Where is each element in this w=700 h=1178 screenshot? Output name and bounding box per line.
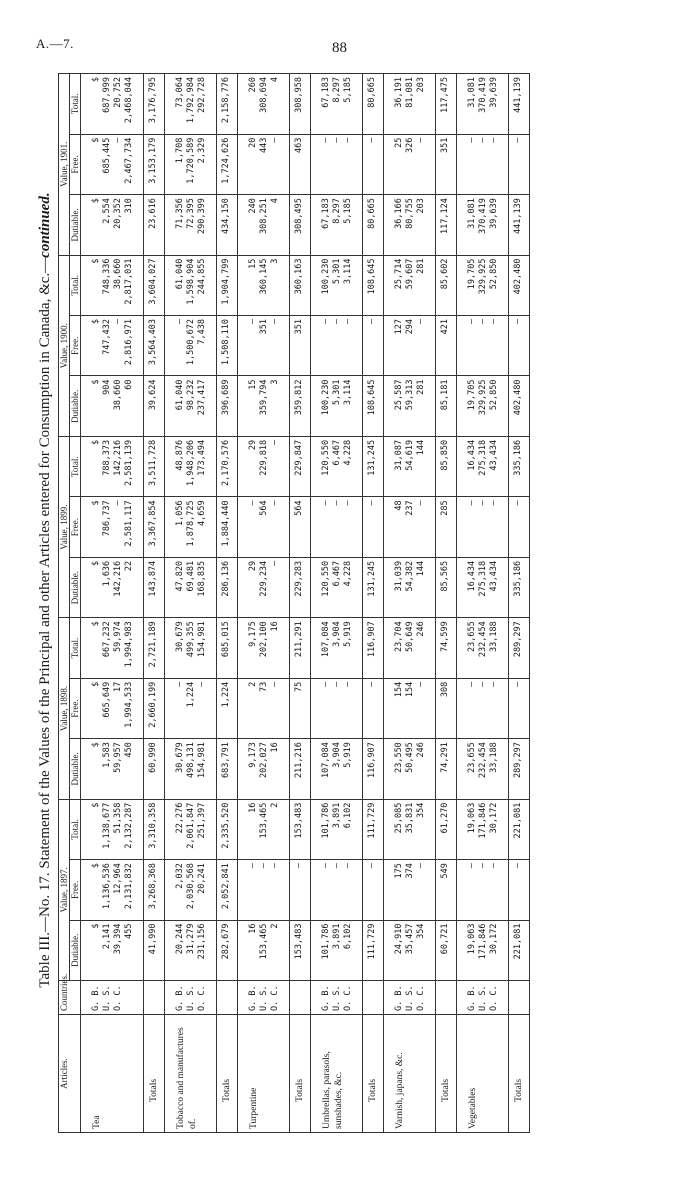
total-value-cell: 3,268,368 [144, 860, 165, 920]
value-cell: — — — [311, 134, 363, 194]
subheader-free: Free. [70, 860, 81, 920]
subheader-dutiable: Dutiable. [70, 376, 81, 436]
value-cell: — 564 — [238, 497, 290, 557]
articles-header: Articles. [59, 1015, 81, 1133]
article-name: Varnish, japans, &c. [384, 1015, 436, 1133]
total-value-cell: 308,495 [290, 195, 311, 255]
value-cell: 260 308,694 4 [238, 74, 290, 135]
value-cell: 61,040 1,598,904 244,855 [165, 255, 217, 315]
value-cell: 23,550 50,495 246 [384, 739, 436, 799]
value-cell: 19,063 171,846 30,172 [457, 799, 509, 859]
statement-table-wrapper [58, 73, 658, 1133]
value-cell: — 1,224 — [165, 678, 217, 738]
value-cell: 100,230 5,301 3,114 [311, 255, 363, 315]
article-name: Vegetables [457, 1015, 509, 1133]
caption-main: Table III.—No. 17. Statement of the Values of the Principal and other Articles entered for Consumption in Canada, &c.— [37, 257, 53, 988]
document-reference: A.—7. [36, 36, 74, 51]
subheader-dutiable: Dutiable. [70, 195, 81, 255]
table-caption-wrapper [33, 50, 57, 1130]
total-value-cell: — [363, 860, 384, 920]
subheader-free: Free. [70, 497, 81, 557]
total-value-cell: 421 [436, 316, 457, 376]
value-cell: — — — [457, 134, 509, 194]
value-cell: 101,786 3,891 6,102 [311, 920, 363, 980]
value-cell: $ 1,136,536 12,964 2,131,832 [81, 860, 144, 920]
subheader-total: Total. [70, 436, 81, 496]
value-cell: 30,679 498,131 154,981 [165, 739, 217, 799]
total-value-cell: 2,721,189 [144, 618, 165, 678]
value-cell: 175 374 — [384, 860, 436, 920]
totals-country-blank [144, 981, 165, 1015]
article-row [457, 74, 509, 1133]
total-value-cell: 111,729 [363, 920, 384, 980]
totals-label: Totals [436, 1015, 457, 1133]
total-value-cell: 335,186 [509, 436, 530, 496]
value-cell: 31,039 54,382 144 [384, 557, 436, 617]
total-value-cell: 1,224 [217, 678, 238, 738]
table-body [81, 74, 530, 1133]
total-value-cell: 3,367,854 [144, 497, 165, 557]
article-row [238, 74, 290, 1133]
total-value-cell: 74,291 [436, 739, 457, 799]
value-cell: 16 153,465 2 [238, 799, 290, 859]
subheader-free: Free. [70, 316, 81, 376]
value-cell: 25,587 59,313 281 [384, 376, 436, 436]
article-name: Umbrellas, parasols, sunshades, &c. [311, 1015, 363, 1133]
year-header-1899: Value, 1899. [59, 436, 70, 617]
year-header-1901: Value, 1901. [59, 74, 70, 256]
value-cell: 47,820 69,481 168,835 [165, 557, 217, 617]
total-value-cell: 1,724,626 [217, 134, 238, 194]
value-cell: 9,175 202,100 16 [238, 618, 290, 678]
total-value-cell: 564 [290, 497, 311, 557]
value-cell: 29 229,818 — [238, 436, 290, 496]
totals-label: Totals [363, 1015, 384, 1133]
value-cell: 67,183 8,297 5,185 [311, 74, 363, 135]
totals-country-blank [290, 981, 311, 1015]
total-value-cell: 396,689 [217, 376, 238, 436]
value-cell: 20 443 — [238, 134, 290, 194]
countries-cell: G. B. U. S. O. C. [165, 981, 217, 1015]
value-cell: — — — [457, 860, 509, 920]
value-cell: $ 2,554 20,352 310 [81, 195, 144, 255]
total-value-cell: 153,483 [290, 920, 311, 980]
value-cell: 48,876 1,948,206 173,494 [165, 436, 217, 496]
article-row [165, 74, 217, 1133]
value-cell: — — — [311, 316, 363, 376]
total-value-cell: 1,508,110 [217, 316, 238, 376]
caption-continued: continued. [37, 192, 53, 258]
total-value-cell: 2,158,776 [217, 74, 238, 135]
value-cell: $ 1,636 142,216 22 [81, 557, 144, 617]
total-value-cell: 221,081 [509, 920, 530, 980]
total-value-cell: 3,511,728 [144, 436, 165, 496]
totals-row [290, 74, 311, 1133]
total-value-cell: 2,335,520 [217, 799, 238, 859]
value-cell: 16,434 275,318 43,434 [457, 436, 509, 496]
total-value-cell: 23,616 [144, 195, 165, 255]
total-value-cell: 463 [290, 134, 311, 194]
value-cell: 107,084 3,904 5,919 [311, 739, 363, 799]
total-value-cell: 3,176,795 [144, 74, 165, 135]
total-value-cell: 111,729 [363, 799, 384, 859]
total-value-cell: 211,291 [290, 618, 311, 678]
total-value-cell: 3,153,179 [144, 134, 165, 194]
countries-cell: G. B. U. S. O. C. [81, 981, 144, 1015]
value-cell: — 1,500,672 7,438 [165, 316, 217, 376]
value-cell: — 351 — [238, 316, 290, 376]
total-value-cell: 117,124 [436, 195, 457, 255]
value-cell: 24,910 35,457 354 [384, 920, 436, 980]
total-value-cell: — [509, 316, 530, 376]
value-cell: $ 2,141 39,394 455 [81, 920, 144, 980]
statement-table [58, 73, 530, 1133]
value-cell: 36,191 81,081 203 [384, 74, 436, 135]
total-value-cell: 351 [436, 134, 457, 194]
value-cell: $ 904 38,660 60 [81, 376, 144, 436]
totals-row [144, 74, 165, 1133]
value-cell: $ 667,232 59,974 1,994,983 [81, 618, 144, 678]
total-value-cell: 61,270 [436, 799, 457, 859]
value-cell: 71,356 72,395 290,399 [165, 195, 217, 255]
total-value-cell: — [509, 860, 530, 920]
total-value-cell: 289,297 [509, 618, 530, 678]
value-cell: $ 1,138,677 51,358 2,132,287 [81, 799, 144, 859]
total-value-cell: 116,907 [363, 618, 384, 678]
value-cell: 127 294 — [384, 316, 436, 376]
totals-label: Totals [509, 1015, 530, 1133]
total-value-cell: — [363, 678, 384, 738]
countries-cell: G. B. U. S. O. C. [311, 981, 363, 1015]
value-cell: 240 308,251 4 [238, 195, 290, 255]
article-row [81, 74, 144, 1133]
countries-header: Countries. [59, 981, 81, 1015]
value-cell: 120,550 6,467 4,228 [311, 557, 363, 617]
value-cell: 15 359,794 3 [238, 376, 290, 436]
totals-row [217, 74, 238, 1133]
value-cell: 29 229,234 — [238, 557, 290, 617]
total-value-cell: 402,480 [509, 255, 530, 315]
value-cell: 22,276 2,061,847 251,397 [165, 799, 217, 859]
value-cell: 1,056 1,878,725 4,659 [165, 497, 217, 557]
value-cell: 30,679 499,355 154,981 [165, 618, 217, 678]
total-value-cell: 359,812 [290, 376, 311, 436]
total-value-cell: 74,599 [436, 618, 457, 678]
total-value-cell: 229,847 [290, 436, 311, 496]
totals-country-blank [436, 981, 457, 1015]
value-cell: 25,085 35,831 354 [384, 799, 436, 859]
value-cell: $ 748,336 38,660 2,817,031 [81, 255, 144, 315]
totals-country-blank [363, 981, 384, 1015]
total-value-cell: 153,483 [290, 799, 311, 859]
countries-cell: G. B. U. S. O. C. [384, 981, 436, 1015]
subheader-free: Free. [70, 134, 81, 194]
value-cell: 67,183 8,297 5,185 [311, 195, 363, 255]
table-caption [33, 50, 57, 1130]
total-value-cell: 80,665 [363, 195, 384, 255]
value-cell: $ 1,583 59,957 450 [81, 739, 144, 799]
total-value-cell: — [509, 134, 530, 194]
value-cell: 2,032 2,030,568 20,241 [165, 860, 217, 920]
article-row [311, 74, 363, 1133]
totals-row [436, 74, 457, 1133]
value-cell: 23,704 50,649 246 [384, 618, 436, 678]
countries-cell: G. B. U. S. O. C. [457, 981, 509, 1015]
total-value-cell: 1,904,799 [217, 255, 238, 315]
total-value-cell: — [509, 497, 530, 557]
total-value-cell: 75 [290, 678, 311, 738]
total-value-cell: 221,081 [509, 799, 530, 859]
article-name: Tea [81, 1015, 144, 1133]
totals-label: Totals [144, 1015, 165, 1133]
page-number: 88 [332, 40, 347, 56]
subheader-total: Total. [70, 255, 81, 315]
total-value-cell: 85,602 [436, 255, 457, 315]
value-cell: 9,173 202,027 16 [238, 739, 290, 799]
value-cell: 31,081 370,419 39,639 [457, 195, 509, 255]
value-cell: 48 237 — [384, 497, 436, 557]
value-cell: $ 786,737 — 2,581,117 [81, 497, 144, 557]
article-row [384, 74, 436, 1133]
total-value-cell: 85,181 [436, 376, 457, 436]
subheader-free: Free. [70, 678, 81, 738]
value-cell: 31,087 54,619 144 [384, 436, 436, 496]
year-header-1900: Value, 1900. [59, 255, 70, 436]
value-cell: $ 665,649 17 1,994,533 [81, 678, 144, 738]
total-value-cell: 308,958 [290, 74, 311, 135]
total-value-cell: 1,884,440 [217, 497, 238, 557]
total-value-cell: 108,645 [363, 376, 384, 436]
total-value-cell: — [290, 860, 311, 920]
value-cell: — — — [457, 316, 509, 376]
value-cell: 23,655 232,454 33,188 [457, 739, 509, 799]
value-cell: 25 326 — [384, 134, 436, 194]
year-header-1897: Value, 1897. [59, 799, 70, 980]
total-value-cell: — [363, 497, 384, 557]
value-cell: 15 360,145 3 [238, 255, 290, 315]
total-value-cell: 131,245 [363, 436, 384, 496]
value-cell: 25,714 59,607 281 [384, 255, 436, 315]
total-value-cell: 211,216 [290, 739, 311, 799]
value-cell: 20,244 31,279 231,156 [165, 920, 217, 980]
total-value-cell: 549 [436, 860, 457, 920]
value-cell: $ 687,999 20,752 2,468,044 [81, 74, 144, 135]
total-value-cell: 41,990 [144, 920, 165, 980]
value-cell: 19,063 171,846 30,172 [457, 920, 509, 980]
total-value-cell: 108,645 [363, 255, 384, 315]
article-name: Turpentine [238, 1015, 290, 1133]
total-value-cell: 282,679 [217, 920, 238, 980]
value-cell: 31,081 370,419 39,639 [457, 74, 509, 135]
value-cell: — — — [311, 860, 363, 920]
total-value-cell: 116,907 [363, 739, 384, 799]
total-value-cell: — [363, 316, 384, 376]
year-header-1898: Value, 1898. [59, 618, 70, 799]
value-cell: 23,655 232,454 33,188 [457, 618, 509, 678]
subheader-dutiable: Dutiable. [70, 557, 81, 617]
value-cell: — — — [238, 860, 290, 920]
total-value-cell: 3,564,403 [144, 316, 165, 376]
total-value-cell: 229,283 [290, 557, 311, 617]
value-cell: 107,084 3,904 5,919 [311, 618, 363, 678]
value-cell: 120,550 6,467 4,228 [311, 436, 363, 496]
value-cell: 19,705 329,925 52,850 [457, 255, 509, 315]
total-value-cell: 2,660,199 [144, 678, 165, 738]
value-cell: $ 788,373 142,216 2,581,139 [81, 436, 144, 496]
total-value-cell: 60,721 [436, 920, 457, 980]
total-value-cell: 335,186 [509, 557, 530, 617]
article-name: Tobacco and manufactures of. [165, 1015, 217, 1133]
totals-row [509, 74, 530, 1133]
value-cell: 100,230 5,301 3,114 [311, 376, 363, 436]
value-cell: 61,040 98,232 237,417 [165, 376, 217, 436]
total-value-cell: 289,297 [509, 739, 530, 799]
total-value-cell: 85,850 [436, 436, 457, 496]
total-value-cell: 441,139 [509, 195, 530, 255]
totals-label: Totals [290, 1015, 311, 1133]
value-cell: 36,166 80,755 203 [384, 195, 436, 255]
total-value-cell: 143,874 [144, 557, 165, 617]
total-value-cell: 683,791 [217, 739, 238, 799]
total-value-cell: 131,245 [363, 557, 384, 617]
total-value-cell: 308 [436, 678, 457, 738]
total-value-cell: 3,604,027 [144, 255, 165, 315]
value-cell: — — — [311, 497, 363, 557]
totals-country-blank [509, 981, 530, 1015]
total-value-cell: 80,665 [363, 74, 384, 135]
total-value-cell: 2,052,841 [217, 860, 238, 920]
totals-row [363, 74, 384, 1133]
total-value-cell: 286,136 [217, 557, 238, 617]
subheader-total: Total. [70, 618, 81, 678]
total-value-cell: 685,015 [217, 618, 238, 678]
subheader-dutiable: Dutiable. [70, 920, 81, 980]
total-value-cell: 360,163 [290, 255, 311, 315]
value-cell: 16,434 275,318 43,434 [457, 557, 509, 617]
countries-cell: G. B. U. S. O. C. [238, 981, 290, 1015]
total-value-cell: 434,150 [217, 195, 238, 255]
total-value-cell: 441,139 [509, 74, 530, 135]
total-value-cell: 2,170,576 [217, 436, 238, 496]
total-value-cell: 402,480 [509, 376, 530, 436]
subheader-dutiable: Dutiable. [70, 739, 81, 799]
total-value-cell: 117,475 [436, 74, 457, 135]
totals-label: Totals [217, 1015, 238, 1133]
total-value-cell: 39,624 [144, 376, 165, 436]
total-value-cell: 285 [436, 497, 457, 557]
subheader-total: Total. [70, 74, 81, 135]
value-cell: $ 747,432 — 2,816,971 [81, 316, 144, 376]
value-cell: 2 73 — [238, 678, 290, 738]
value-cell: 73,064 1,792,984 292,728 [165, 74, 217, 135]
value-cell: — — — [457, 497, 509, 557]
value-cell: 154 154 — [384, 678, 436, 738]
value-cell: 19,705 329,925 52,850 [457, 376, 509, 436]
value-cell: 1,708 1,720,589 2,329 [165, 134, 217, 194]
value-cell: $ 685,445 — 2,467,734 [81, 134, 144, 194]
value-cell: 16 153,465 2 [238, 920, 290, 980]
total-value-cell: 85,565 [436, 557, 457, 617]
value-cell: 101,786 3,891 6,102 [311, 799, 363, 859]
value-cell: — — — [311, 678, 363, 738]
subheader-row [70, 74, 81, 1133]
subheader-total: Total. [70, 799, 81, 859]
total-value-cell: 60,990 [144, 739, 165, 799]
value-cell: — — — [457, 678, 509, 738]
total-value-cell: 351 [290, 316, 311, 376]
total-value-cell: 3,310,358 [144, 799, 165, 859]
totals-country-blank [217, 981, 238, 1015]
total-value-cell: — [509, 678, 530, 738]
total-value-cell: — [363, 134, 384, 194]
